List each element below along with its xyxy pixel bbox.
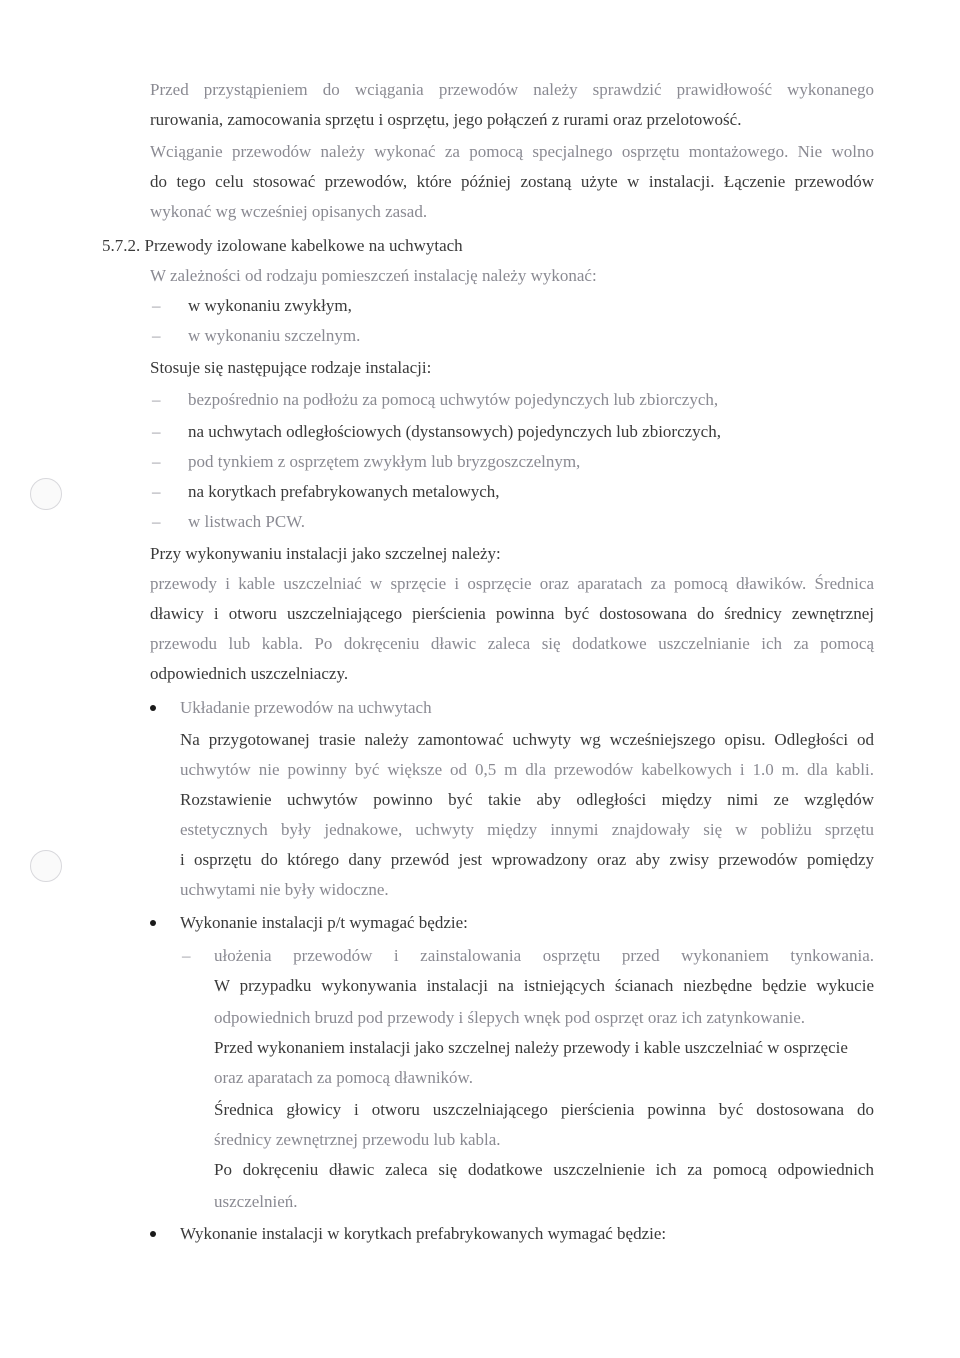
dash-marker: – bbox=[152, 452, 161, 471]
intro-line-3: Wciąganie przewodów należy wykonać za pomocą specjalnego osprzętu montażowego. Nie wolno bbox=[150, 142, 874, 161]
bullet2-text-8: uszczelnień. bbox=[214, 1192, 298, 1211]
bullet-dot bbox=[150, 1231, 156, 1237]
sealed-text-2: dławicy i otworu uszczelniającego pierścienia powinna być dostosowana do średnicy zewnętrznej bbox=[150, 604, 874, 623]
dash-marker: – bbox=[152, 390, 161, 409]
bullet2-text-3: Przed wykonaniem instalacji jako szczelnej należy przewody i kable uszczelniać w osprzęcie bbox=[214, 1038, 848, 1057]
types-item-4: na korytkach prefabrykowanych metalowych, bbox=[188, 482, 500, 501]
types-line: Stosuje się następujące rodzaje instalacji: bbox=[150, 358, 432, 377]
bullet2-text-1: W przypadku wykonywania instalacji na istniejących ścianach niezbędne będzie wykucie bbox=[214, 976, 874, 995]
bullet1-text-1: Na przygotowanej trasie należy zamontować uchwyty wg wcześniejszego opisu. Odległości od bbox=[180, 730, 874, 749]
section-heading: 5.7.2. Przewody izolowane kabelkowe na uchwytach bbox=[102, 236, 463, 255]
types-item-2: na uchwytach odległościowych (dystansowych) pojedynczych lub zbiorczych, bbox=[188, 422, 721, 441]
types-item-1: bezpośrednio na podłożu za pomocą uchwytów pojedynczych lub zbiorczych, bbox=[188, 390, 719, 409]
bullet2-text-5: Średnica głowicy i otworu uszczelniającego pierścienia powinna być dostosowana do bbox=[214, 1100, 874, 1119]
dash-marker: – bbox=[152, 512, 161, 531]
bullet1-title: Układanie przewodów na uchwytach bbox=[180, 698, 432, 717]
dash-marker: – bbox=[152, 482, 161, 501]
intro-line-4: do tego celu stosować przewodów, które później zostaną użyte w instalacji. Łączenie przewodów bbox=[150, 172, 874, 191]
sealed-text-3: przewodu lub kabla. Po dokręceniu dławic zaleca się dodatkowe uszczelnianie ich za pomocą bbox=[150, 634, 874, 653]
bullet2-title: Wykonanie instalacji p/t wymagać będzie: bbox=[180, 913, 468, 932]
dash-marker: – bbox=[152, 422, 161, 441]
dependency-item-1: w wykonaniu zwykłym, bbox=[188, 296, 352, 315]
bullet1-text-5: i osprzętu do którego dany przewód jest wprowadzony oraz aby zwisy przewodów pomiędzy bbox=[180, 850, 874, 869]
dependency-line: W zależności od rodzaju pomieszczeń instalację należy wykonać: bbox=[150, 266, 597, 285]
intro-line-2: rurowania, zamocowania sprzętu i osprzętu, jego połączeń z rurami oraz przelotowość. bbox=[150, 110, 742, 129]
types-item-3: pod tynkiem z osprzętem zwykłym lub bryzgoszczelnym, bbox=[188, 452, 581, 471]
bullet2-text-6: średnicy zewnętrznej przewodu lub kabla. bbox=[214, 1130, 501, 1149]
punch-hole-top bbox=[30, 478, 62, 510]
bullet1-text-4: estetycznych były jednakowe, uchwyty między innymi znajdowały się w pobliżu sprzętu bbox=[180, 820, 874, 839]
bullet2-item: ułożenia przewodów i zainstalowania osprzętu przed wykonaniem tynkowania. bbox=[214, 946, 874, 965]
sealed-text-4: odpowiednich uszczelniaczy. bbox=[150, 664, 349, 683]
dash-marker: – bbox=[152, 326, 161, 345]
sealed-text-1: przewody i kable uszczelniać w sprzęcie i osprzęcie oraz aparatach za pomocą dławików. Średnica bbox=[150, 574, 874, 593]
dash-marker: – bbox=[152, 296, 161, 315]
bullet1-text-6: uchwytami nie były widoczne. bbox=[180, 880, 389, 899]
bullet1-text-2: uchwytów nie powinny być większe od 0,5 m dla przewodów kabelkowych i 1.0 m. dla kabli. bbox=[180, 760, 874, 779]
punch-hole-bottom bbox=[30, 850, 62, 882]
bullet3-title: Wykonanie instalacji w korytkach prefabrykowanych wymagać będzie: bbox=[180, 1224, 667, 1243]
bullet2-text-2: odpowiednich bruzd pod przewody i ślepych wnęk pod osprzęt oraz ich zatynkowanie. bbox=[214, 1008, 806, 1027]
sealed-line: Przy wykonywaniu instalacji jako szczelnej należy: bbox=[150, 544, 501, 563]
bullet1-text-3: Rozstawienie uchwytów powinno być takie aby odległości między nimi ze względów bbox=[180, 790, 874, 809]
bullet2-text-4: oraz aparatach za pomocą dławników. bbox=[214, 1068, 473, 1087]
dependency-item-2: w wykonaniu szczelnym. bbox=[188, 326, 361, 345]
bullet-dot bbox=[150, 920, 156, 926]
intro-line-5: wykonać wg wcześniej opisanych zasad. bbox=[150, 202, 428, 221]
dash-marker: – bbox=[182, 946, 191, 965]
bullet-dot bbox=[150, 705, 156, 711]
types-item-5: w listwach PCW. bbox=[188, 512, 305, 531]
bullet2-text-7: Po dokręceniu dławic zaleca się dodatkowe uszczelnienie ich za pomocą odpowiednich bbox=[214, 1160, 874, 1179]
intro-line-1: Przed przystąpieniem do wciągania przewodów należy sprawdzić prawidłowość wykonanego bbox=[150, 80, 874, 99]
